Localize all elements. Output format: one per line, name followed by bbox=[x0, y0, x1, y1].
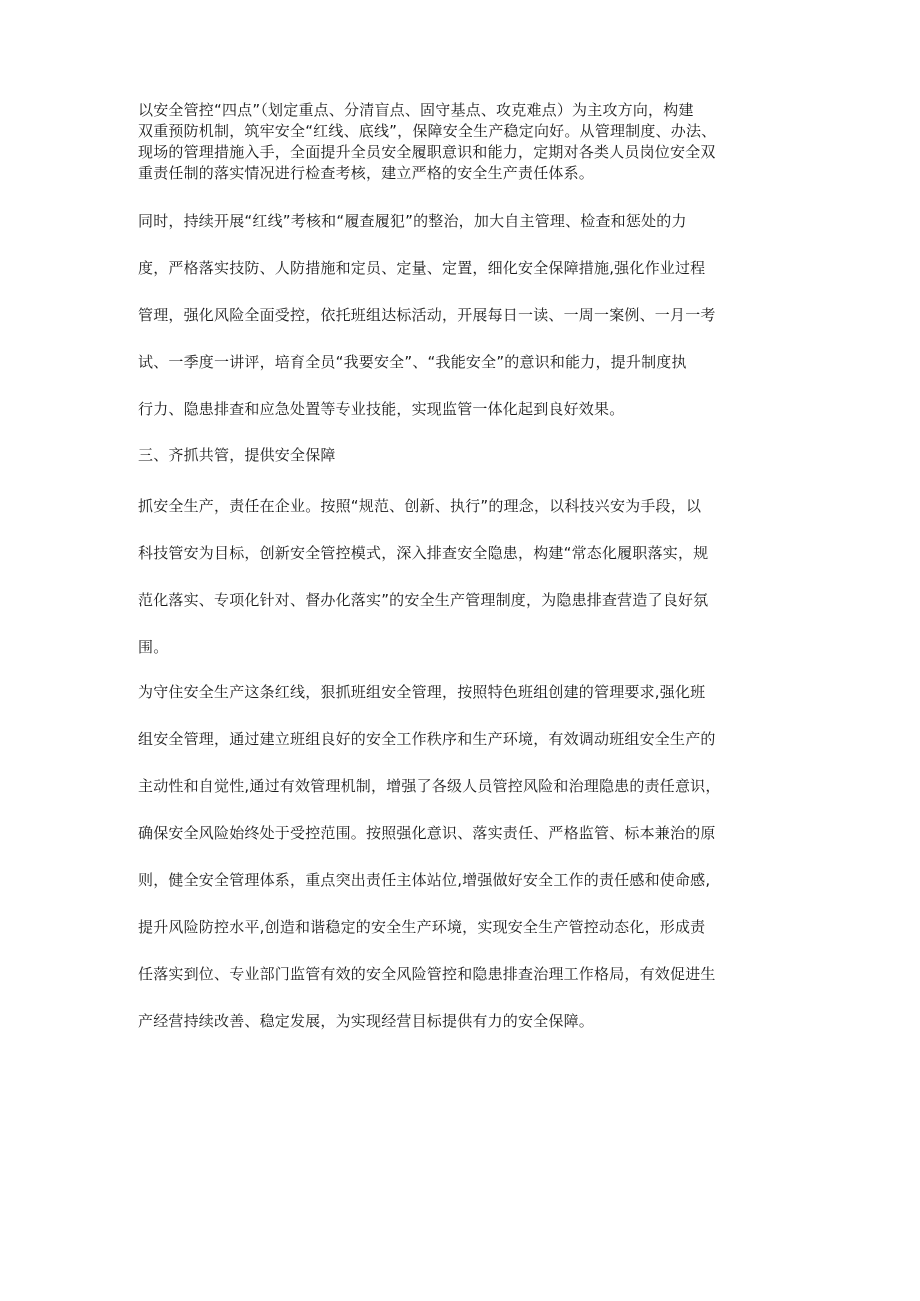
paragraph-1 bbox=[138, 100, 788, 184]
paragraph-line: 现场的管理措施入手，全面提升全员安全履职意识和能力，定期对各类人员岗位安全双 bbox=[138, 143, 716, 161]
paragraph-3 bbox=[138, 483, 788, 671]
paragraph-line: 组安全管理，通过建立班组良好的安全工作秩序和生产环境，有效调动班组安全生产的 bbox=[138, 730, 716, 748]
paragraph-line: 产经营持续改善、稳定发展，为实现经营目标提供有力的安全保障。 bbox=[138, 1012, 595, 1030]
paragraph-line: 确保安全风险始终处于受控范围。按照强化意识、落实责任、严格监管、标本兼治的原 bbox=[138, 824, 716, 842]
paragraph-line: 行力、隐患排查和应急处置等专业技能，实现监管一体化起到良好效果。 bbox=[138, 400, 625, 418]
paragraph-line: 重责任制的落实情况进行检查考核，建立严格的安全生产责任体系。 bbox=[138, 164, 595, 182]
paragraph-line: 试、一季度一讲评，培育全员“我要安全”、“我能安全”的意识和能力，提升制度执 bbox=[138, 353, 687, 371]
paragraph-line: 主动性和自觉性,通过有效管理机制，增强了各级人员管控风险和治理隐患的责任意识， bbox=[138, 777, 721, 795]
paragraph-line: 为守住安全生产这条红线，狠抓班组安全管理，按照特色班组创建的管理要求,强化班 bbox=[138, 683, 706, 701]
paragraph-line: 围。 bbox=[138, 638, 169, 656]
paragraph-line: 则，健全安全管理体系，重点突出责任主体站位,增强做好安全工作的责任感和使命感, bbox=[138, 871, 711, 889]
paragraph-line: 以安全管控“四点”（划定重点、分清盲点、固守基点、攻克难点）为主攻方向，构建 bbox=[138, 101, 694, 119]
paragraph-line: 任落实到位、专业部门监管有效的安全风险管控和隐患排查治理工作格局，有效促进生 bbox=[138, 965, 716, 983]
paragraph-line: 抓安全生产，责任在企业。按照“规范、创新、执行”的理念，以科技兴安为手段，以 bbox=[138, 497, 702, 515]
paragraph-4 bbox=[138, 669, 788, 1045]
paragraph-line: 范化落实、专项化针对、督办化落实”的安全生产管理制度，为隐患排查营造了良好氛 bbox=[138, 591, 709, 609]
paragraph-line: 管理，强化风险全面受控，依托班组达标活动，开展每日一读、一周一案例、一月一考 bbox=[138, 306, 716, 324]
paragraph-line: 提升风险防控水平,创造和谐稳定的安全生产环境，实现安全生产管控动态化，形成责 bbox=[138, 918, 706, 936]
paragraph-line: 同时，持续开展“红线”考核和“履查履犯”的整治，加大自主管理、检查和惩处的力 bbox=[138, 212, 687, 230]
paragraph-2 bbox=[138, 198, 788, 433]
paragraph-line: 度，严格落实技防、人防措施和定员、定量、定置，细化安全保障措施,强化作业过程 bbox=[138, 259, 706, 277]
paragraph-line: 双重预防机制，筑牢安全“红线、底线”，保障安全生产稳定向好。从管理制度、办法、 bbox=[138, 122, 717, 140]
paragraph-line: 科技管安为目标，创新安全管控模式，深入排查安全隐患，构建“常态化履职落实，规 bbox=[138, 544, 709, 562]
section-heading: 三、齐抓共管，提供安全保障 bbox=[138, 446, 336, 464]
